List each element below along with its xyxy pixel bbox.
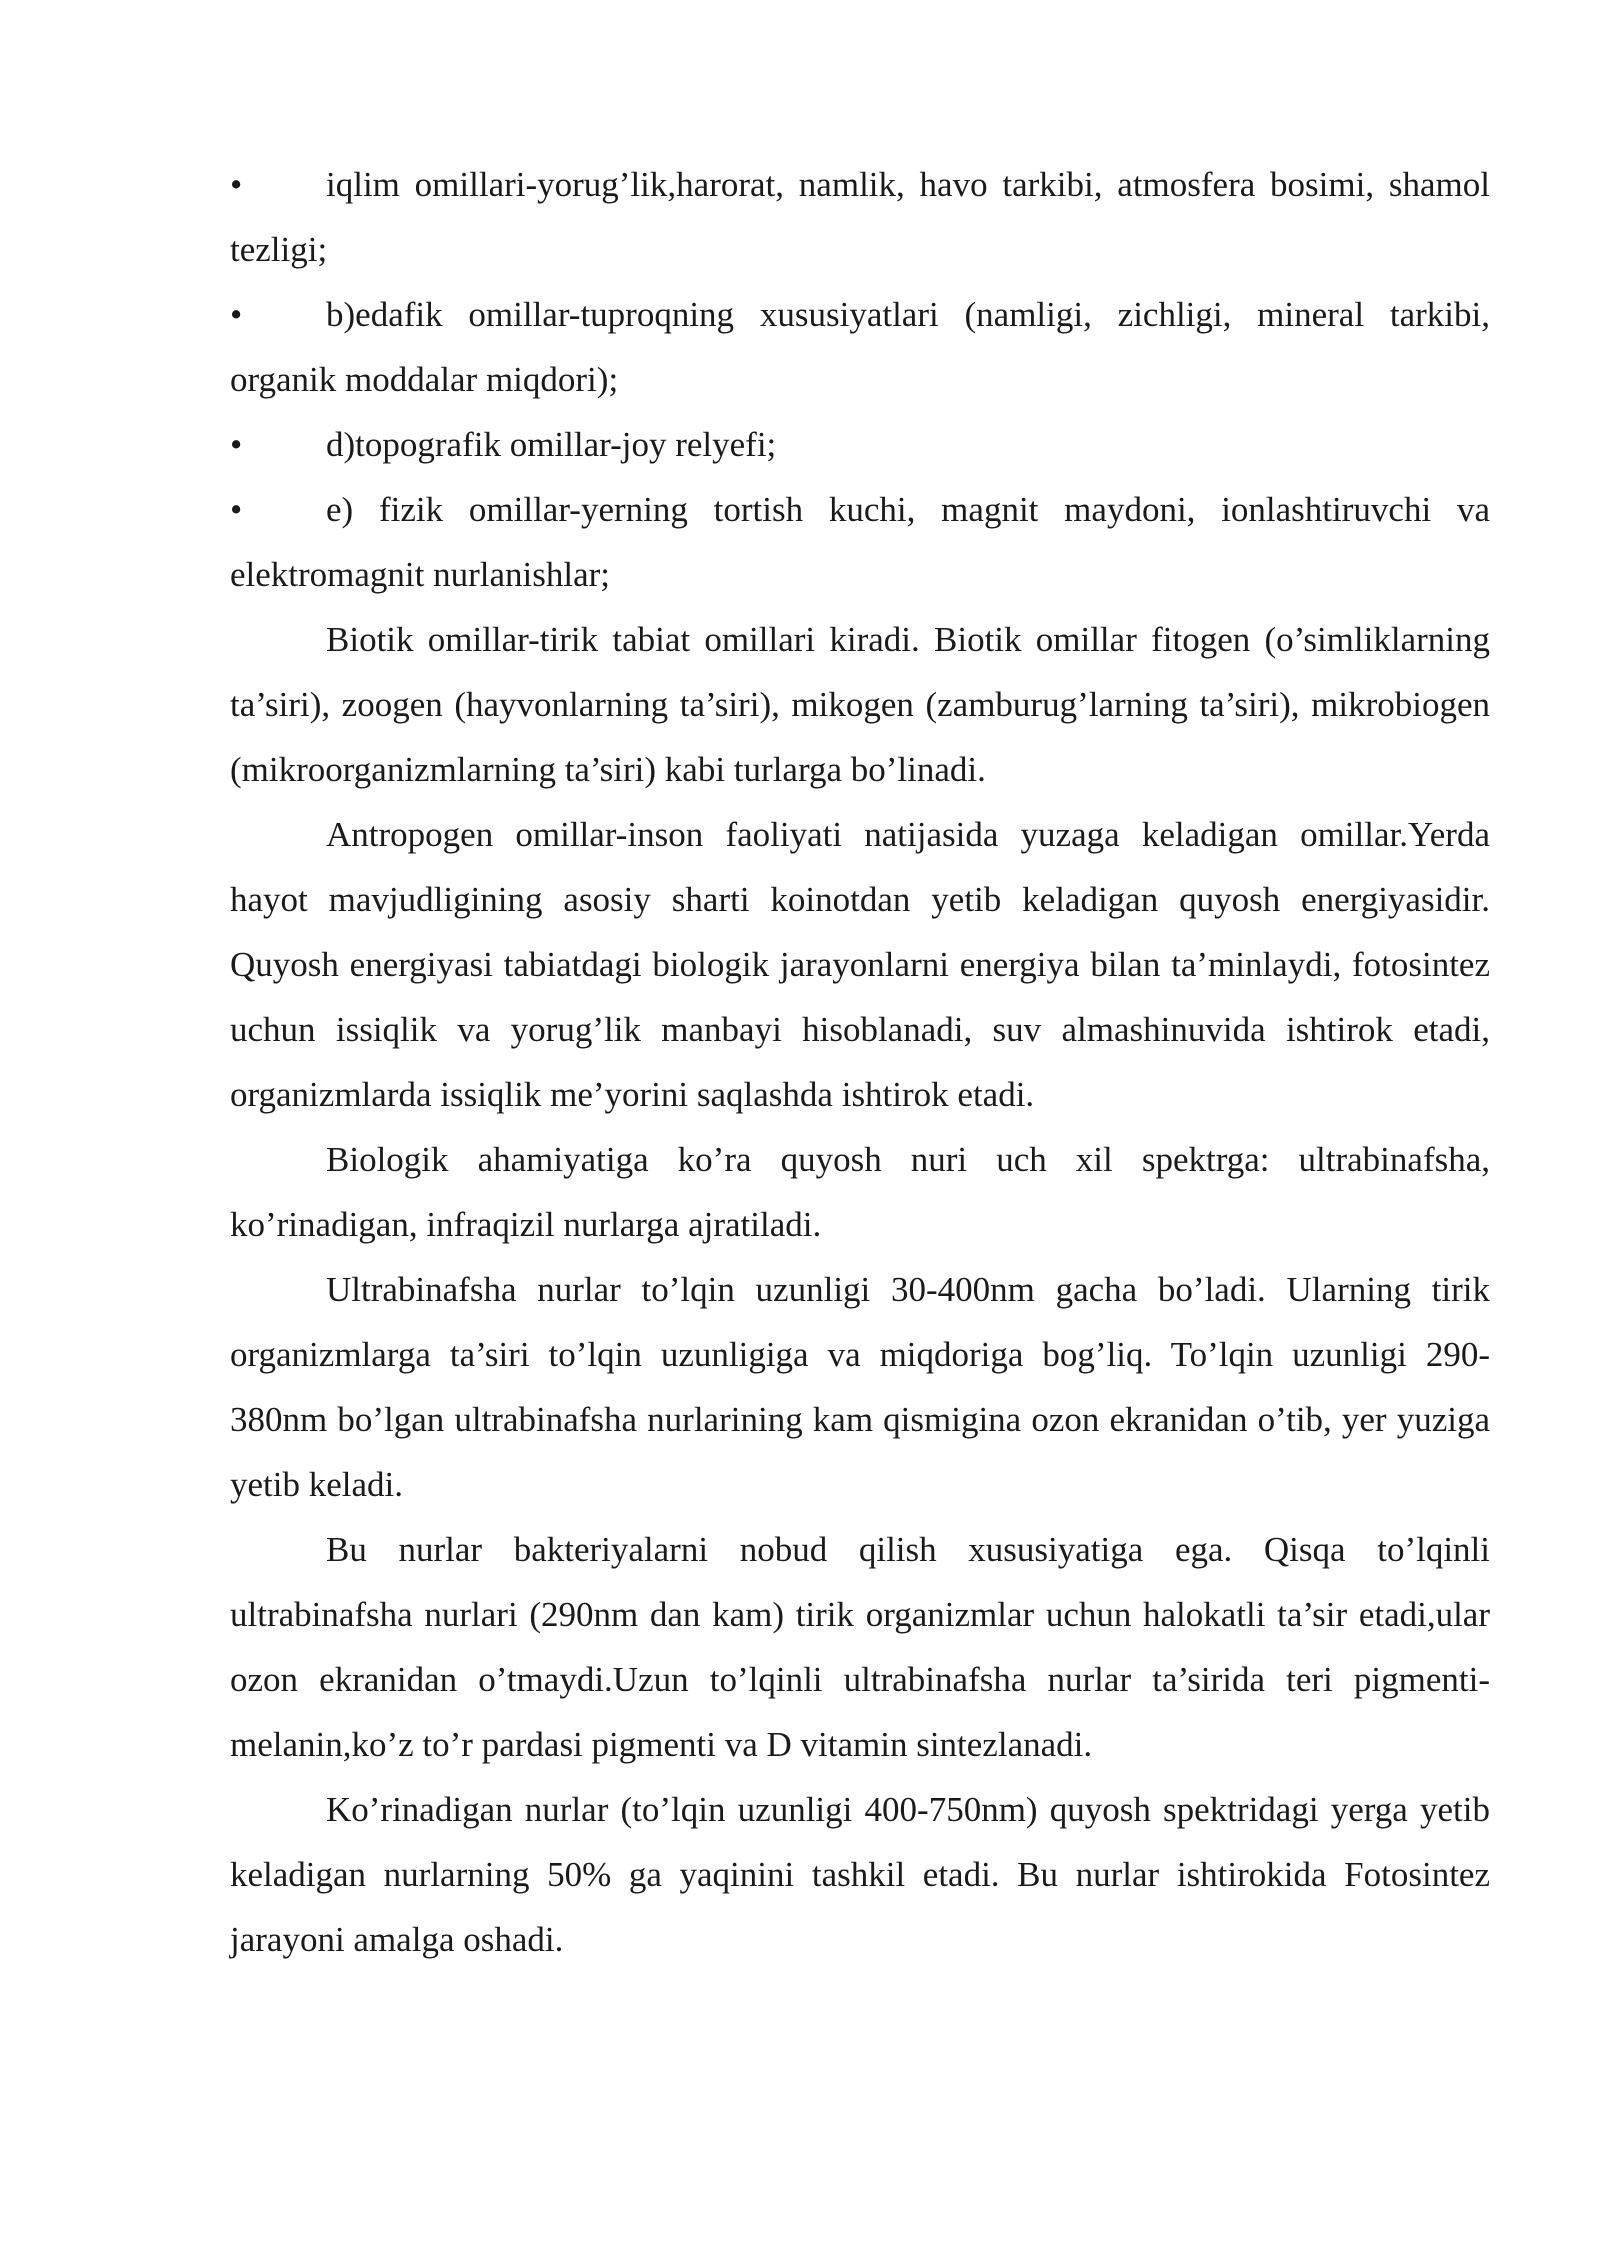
bullet-icon: • bbox=[230, 295, 243, 334]
paragraph-anthropogenic: Antropogen omillar-inson faoliyati natijasida yuzaga keladigan omillar.Yerda hayot mavjudligining asosiy sharti koinotdan yetib keladigan quyosh energiyasidir. Quyosh energiyasi tabiatdagi biologik jarayonlarni energiya bilan ta’minlaydi, fotosintez uchun issiqlik va yorug’lik manbayi hisoblanadi, suv almashinuvida ishtirok etadi, organizmlarda issiqlik me’yorini saqlashda ishtirok etadi. bbox=[230, 815, 1490, 1114]
bullet-icon: • bbox=[230, 425, 243, 464]
paragraph-ultraviolet: Ultrabinafsha nurlar to’lqin uzunligi 30-400nm gacha bo’ladi. Ularning tirik organizmlarga ta’siri to’lqin uzunligiga va miqdoriga bog’liq. To’lqin uzunligi 290-380nm bo’lgan ultrabinafsha nurlarining kam qismigina ozon ekranidan o’tib, yer yuziga yetib keladi. bbox=[230, 1270, 1490, 1504]
bullet-text: b)edafik omillar-tuproqning xususiyatlari (namligi, zichligi, mineral tarkibi, organik moddalar miqdori); bbox=[230, 295, 1490, 399]
bullet-text: d)topografik omillar-joy relyefi; bbox=[326, 425, 777, 464]
bullet-item-edaphic bbox=[230, 282, 1490, 412]
bullet-text: e) fizik omillar-yerning tortish kuchi, magnit maydoni, ionlashtiruvchi va elektromagnit nurlanishlar; bbox=[230, 490, 1490, 594]
bullet-icon: • bbox=[230, 490, 243, 529]
paragraph-visible-light: Ko’rinadigan nurlar (to’lqin uzunligi 400-750nm) quyosh spektridagi yerga yetib keladigan nurlarning 50% ga yaqinini tashkil etadi. Bu nurlar ishtirokida Fotosintez jarayoni amalga oshadi. bbox=[230, 1790, 1490, 1959]
paragraph-biotic: Biotik omillar-tirik tabiat omillari kiradi. Biotik omillar fitogen (o’simliklarning ta’siri), zoogen (hayvonlarning ta’siri), mikogen (zamburug’larning ta’siri), mikrobiogen (mikroorganizmlarning ta’siri) kabi turlarga bo’linadi. bbox=[230, 620, 1490, 789]
bullet-item-physical bbox=[230, 477, 1490, 607]
bullet-text: iqlim omillari-yorug’lik,harorat, namlik, havo tarkibi, atmosfera bosimi, shamol tezligi; bbox=[230, 165, 1490, 269]
bullet-item-topographic bbox=[230, 412, 1490, 477]
paragraph-bacteria: Bu nurlar bakteriyalarni nobud qilish xususiyatiga ega. Qisqa to’lqinli ultrabinafsha nurlari (290nm dan kam) tirik organizmlar uchun halokatli ta’sir etadi,ular ozon ekranidan o’tmaydi.Uzun to’lqinli ultrabinafsha nurlar ta’sirida teri pigmenti-melanin,ko’z to’r pardasi pigmenti va D vitamin sintezlanadi. bbox=[230, 1530, 1490, 1764]
paragraph-spectrum: Biologik ahamiyatiga ko’ra quyosh nuri uch xil spektrga: ultrabinafsha, ko’rinadigan, infraqizil nurlarga ajratiladi. bbox=[230, 1140, 1490, 1244]
bullet-item-climate bbox=[230, 152, 1490, 282]
bullet-icon: • bbox=[230, 165, 243, 204]
document-page bbox=[230, 152, 1490, 1972]
